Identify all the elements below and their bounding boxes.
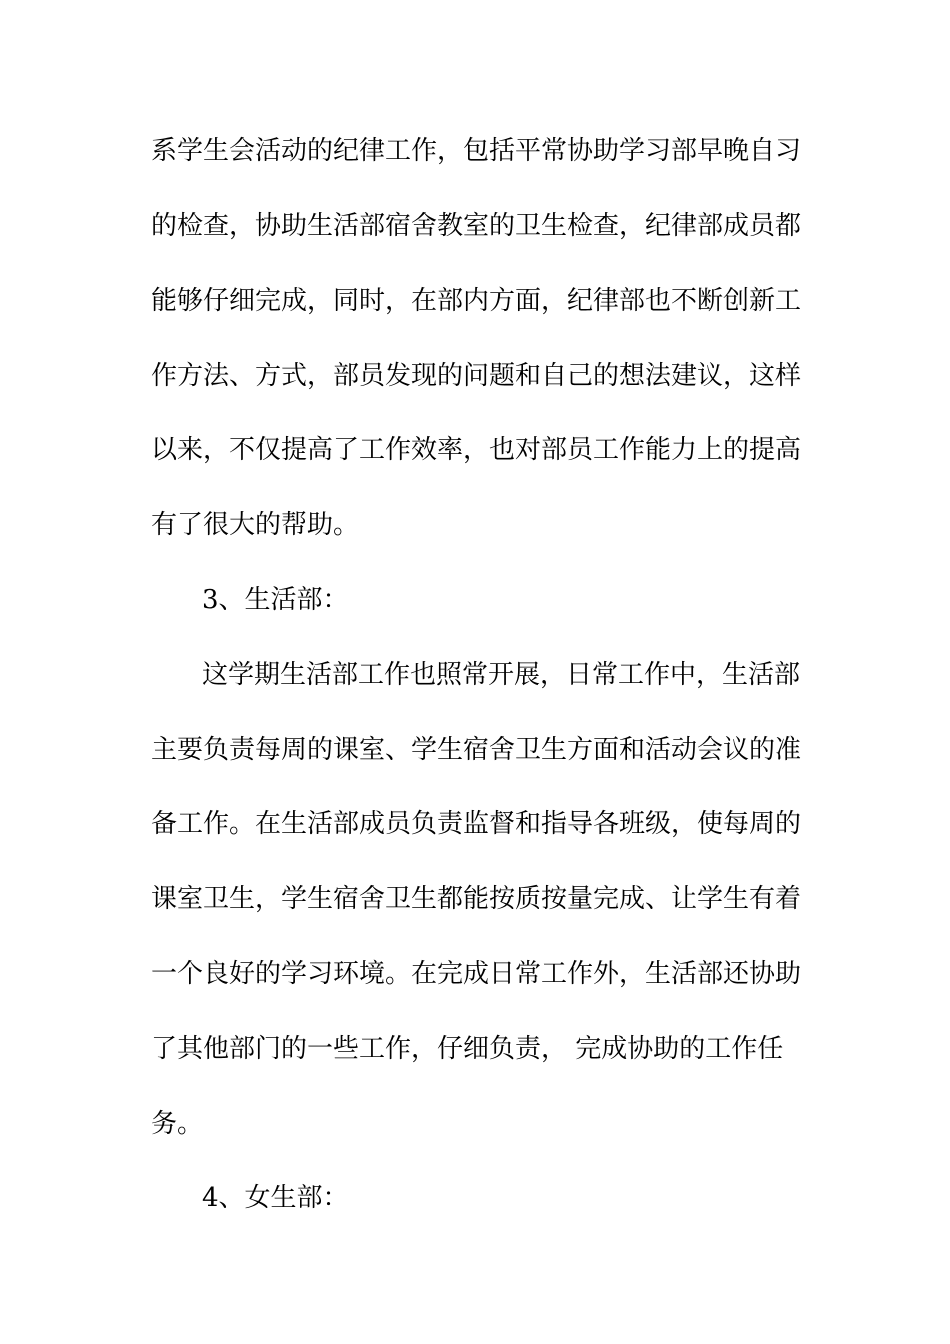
paragraph-line-7: 这学期生活部工作也照常开展，日常工作中，生活部 (202, 660, 801, 690)
paragraph-line-13: 务。 (151, 1109, 204, 1139)
paragraph-line-10: 课室卫生，学生宿舍卫生都能按质按量完成、让学生有着 (151, 884, 802, 914)
section-heading-3: 3、生活部： (202, 585, 349, 615)
paragraph-line-6: 有了很大的帮助。 (151, 510, 360, 540)
paragraph-line-2: 的检查，协助生活部宿舍教室的卫生检查，纪律部成员都 (151, 211, 802, 241)
section-heading-4: 4、女生部： (202, 1183, 349, 1213)
paragraph-line-3: 能够仔细完成，同时，在部内方面，纪律部也不断创新工 (151, 286, 802, 316)
paragraph-line-12: 了其他部门的一些工作，仔细负责， 完成协助的工作任 (151, 1034, 784, 1064)
paragraph-line-8: 主要负责每周的课室、学生宿舍卫生方面和活动会议的准 (151, 735, 802, 765)
paragraph-line-9: 备工作。在生活部成员负责监督和指导各班级，使每周的 (151, 809, 802, 839)
paragraph-line-1: 系学生会活动的纪律工作，包括平常协助学习部早晚自习 (151, 136, 802, 166)
paragraph-line-4: 作方法、方式，部员发现的问题和自己的想法建议，这样 (151, 361, 802, 391)
paragraph-line-5: 以来，不仅提高了工作效率，也对部员工作能力上的提高 (151, 435, 802, 465)
paragraph-line-11: 一个良好的学习环境。在完成日常工作外，生活部还协助 (151, 959, 802, 989)
